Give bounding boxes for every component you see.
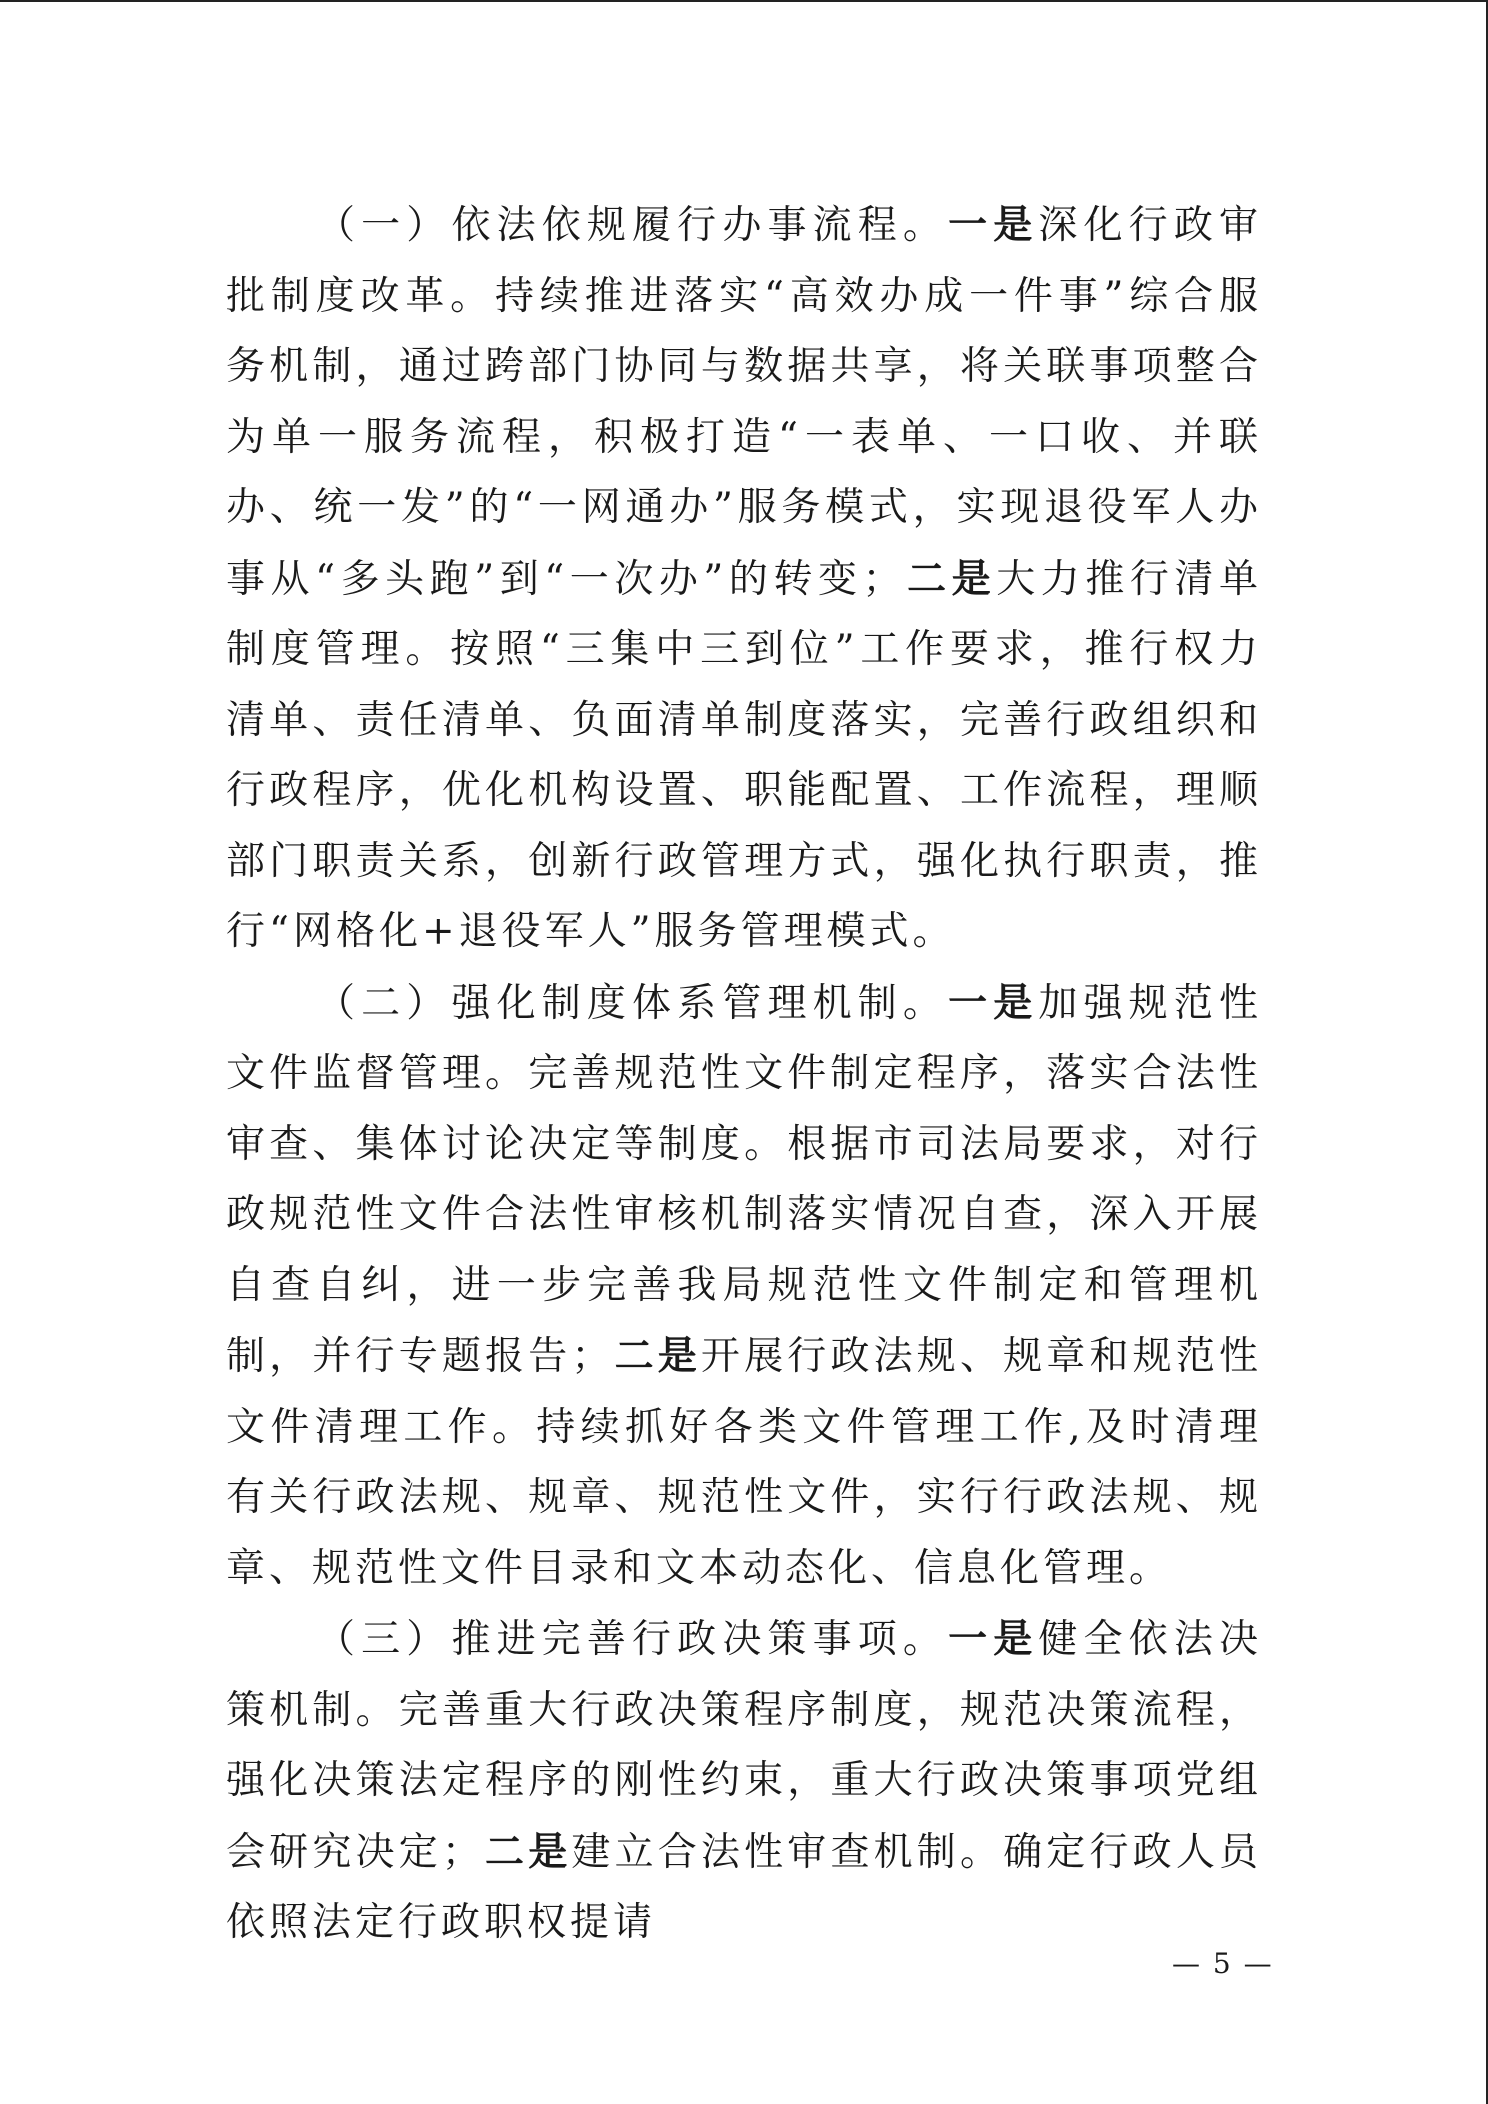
paragraph-1-text-2: 大力推行清单制度管理。按照“三集中三到位”工作要求，推行权力清单、责任清单、负面清单制度落实，完善行政组织和行政程序，优化机构设置、职能配置、工作流程，理顺部门职责关系，创新行政管理方式，强化执行职责，推行“网格化+退役军人”服务管理模式。: [226, 556, 1262, 954]
paragraph-1-lead-2: 二是: [905, 555, 997, 602]
paragraph-3-lead-2: 二是: [484, 1828, 572, 1875]
paragraph-2-lead-2: 二是: [614, 1333, 701, 1379]
paragraph-2-text-2: 开展行政法规、规章和规范性文件清理工作。持续抓好各类文件管理工作,及时清理有关行政法规、规章、规范性文件，实行行政法规、规章、规范性文件目录和文本动态化、信息化管理。: [226, 1334, 1262, 1591]
paragraph-3: [226, 1604, 1262, 1959]
paragraph-1-heading: （一）依法依规履行办事流程。: [316, 203, 949, 248]
paragraph-2: [226, 968, 1262, 1605]
paragraph-3-heading: （三）推进完善行政决策事项。: [316, 1617, 949, 1662]
paragraph-2-lead-1: 一是: [948, 979, 1039, 1026]
paragraph-3-lead-1: 一是: [948, 1616, 1039, 1662]
paragraph-3-text-2: 建立合法性审查机制。确定行政人员依照法定行政职权提请: [226, 1829, 1262, 1945]
paragraph-1-lead-1: 一是: [948, 202, 1039, 248]
paragraph-2-heading: （二）强化制度体系管理机制。: [316, 980, 949, 1026]
document-body: [226, 190, 1262, 1959]
paragraph-1-text-1: 深化行政审批制度改革。持续推进落实“高效办成一件事”综合服务机制，通过跨部门协同与数据共享，将关联事项整合为单一服务流程，积极打造“一表单、一口收、并联办、统一发”的“一网通办”服务模式，实现退役军人办事从“多头跑”到“一次办”的转变；: [226, 203, 1262, 602]
paragraph-1: [226, 190, 1262, 968]
paragraph-2-text-1: 加强规范性文件监督管理。完善规范性文件制定程序，落实合法性审查、集体讨论决定等制度。根据市司法局要求，对行政规范性文件合法性审核机制落实情况自查，深入开展自查自纠，进一步完善我局规范性文件制定和管理机制，并行专题报告；: [226, 980, 1262, 1379]
page-number: — 5 —: [1172, 1947, 1274, 1980]
paragraph-3-text-1: 健全依法决策机制。完善重大行政决策程序制度，规范决策流程，强化决策法定程序的刚性约束，重大行政决策事项党组会研究决定；: [226, 1617, 1262, 1875]
